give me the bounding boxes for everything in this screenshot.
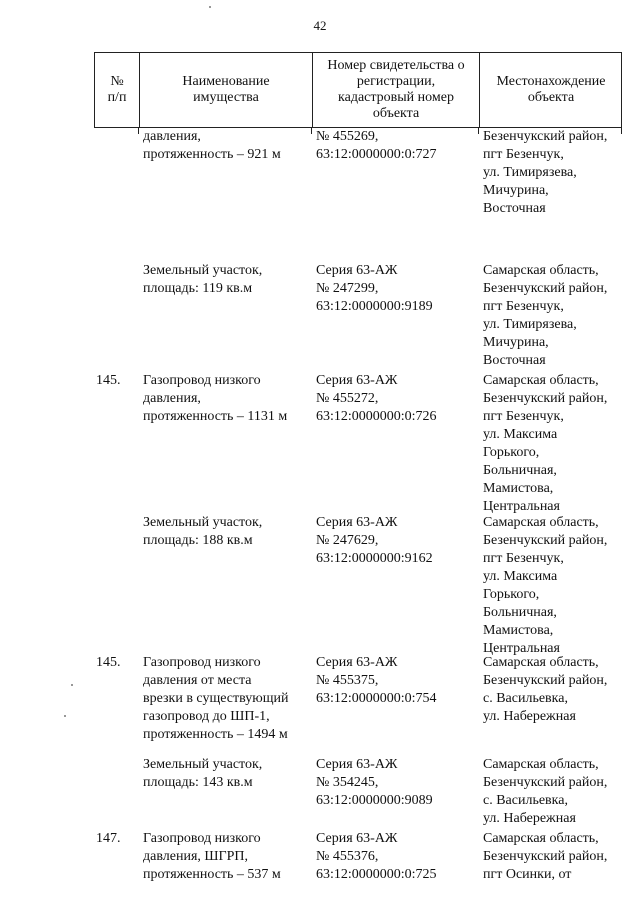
location-line: Мичурина, xyxy=(483,335,549,350)
location-line: Горького, xyxy=(483,445,540,460)
location-line: ул. Максима xyxy=(483,569,558,584)
location-line: Больничная, xyxy=(483,605,557,620)
location-cell xyxy=(483,654,623,726)
location-line: Безенчукский район, xyxy=(483,775,608,790)
header-loc-line: объекта xyxy=(527,90,575,105)
registration-number-line: Серия 63-АЖ xyxy=(316,757,398,772)
property-name-line: площадь: 119 кв.м xyxy=(143,281,253,296)
column-divider xyxy=(311,128,312,134)
location-line: Центральная xyxy=(483,641,560,656)
property-name-line: Земельный участок, xyxy=(143,757,263,772)
property-name-cell xyxy=(143,372,308,426)
location-line: Мамистова, xyxy=(483,623,554,638)
location-line: с. Васильевка, xyxy=(483,793,568,808)
header-reg-line: регистрации, xyxy=(356,74,436,89)
registration-number-line: Серия 63-АЖ xyxy=(316,373,398,388)
header-name-line: Наименование xyxy=(182,74,270,89)
registration-number-cell xyxy=(316,756,476,810)
header-reg-line: Номер свидетельства о xyxy=(327,58,465,73)
location-cell xyxy=(483,830,623,884)
header-reg-line: объекта xyxy=(372,106,420,121)
registration-number-line: 63:12:0000000:0:754 xyxy=(316,691,437,706)
property-name-line: Газопровод низкого xyxy=(143,655,261,670)
property-name-cell xyxy=(143,262,308,298)
registration-number-line: 63:12:0000000:0:727 xyxy=(316,147,437,162)
registration-number-line: № 455272, xyxy=(316,391,379,406)
registration-number-cell xyxy=(316,128,476,164)
registration-number-line: Серия 63-АЖ xyxy=(316,263,398,278)
property-name-line: площадь: 188 кв.м xyxy=(143,533,253,548)
property-name-line: протяженность – 537 м xyxy=(143,867,281,882)
location-line: Самарская область, xyxy=(483,655,599,670)
location-line: Самарская область, xyxy=(483,263,599,278)
property-name-line: давления, xyxy=(143,129,201,144)
location-line: Восточная xyxy=(483,201,546,216)
registration-number-line: Серия 63-АЖ xyxy=(316,515,398,530)
page-number: 42 xyxy=(313,18,327,33)
header-name-line: имущества xyxy=(193,90,259,105)
registration-number-line: Серия 63-АЖ xyxy=(316,655,398,670)
registration-number-cell xyxy=(316,262,476,316)
registration-number-line: 63:12:0000000:9162 xyxy=(316,551,433,566)
row-number: 145. xyxy=(96,655,121,670)
property-name-line: протяженность – 921 м xyxy=(143,147,281,162)
location-line: Мамистова, xyxy=(483,481,554,496)
property-name-line: врезки в существующий xyxy=(143,691,289,706)
location-line: ул. Тимирязева, xyxy=(483,317,577,332)
scan-speck xyxy=(64,715,66,717)
location-line: Самарская область, xyxy=(483,515,599,530)
registration-number-line: Серия 63-АЖ xyxy=(316,831,398,846)
registration-number-line: № 354245, xyxy=(316,775,379,790)
header-loc-line: Местонахождение xyxy=(496,74,606,89)
location-line: пгт Безенчук, xyxy=(483,147,564,162)
location-line: Восточная xyxy=(483,353,546,368)
property-name-line: давления от места xyxy=(143,673,252,688)
property-name-line: Газопровод низкого xyxy=(143,831,261,846)
location-cell xyxy=(483,128,623,218)
property-name-line: протяженность – 1494 м xyxy=(143,727,288,742)
header-loc xyxy=(480,53,622,127)
location-line: пгт Безенчук, xyxy=(483,551,564,566)
registration-number-line: 63:12:0000000:0:726 xyxy=(316,409,437,424)
location-line: пгт Безенчук, xyxy=(483,299,564,314)
location-line: Мичурина, xyxy=(483,183,549,198)
property-name-cell xyxy=(143,830,308,884)
location-line: Безенчукский район, xyxy=(483,849,608,864)
registration-number-line: № 455269, xyxy=(316,129,379,144)
location-line: Безенчукский район, xyxy=(483,391,608,406)
row-number: 145. xyxy=(96,373,121,388)
location-line: ул. Набережная xyxy=(483,811,576,826)
location-line: Самарская область, xyxy=(483,757,599,772)
location-line: Центральная xyxy=(483,499,560,514)
location-cell xyxy=(483,262,623,370)
column-divider xyxy=(138,128,139,134)
header-num-line: № xyxy=(110,74,124,89)
header-num-line: п/п xyxy=(107,90,127,105)
location-cell xyxy=(483,372,623,516)
property-name-line: Земельный участок, xyxy=(143,515,263,530)
registration-number-line: 63:12:0000000:9089 xyxy=(316,793,433,808)
location-line: Самарская область, xyxy=(483,373,599,388)
registration-number-line: № 247629, xyxy=(316,533,379,548)
registration-number-cell xyxy=(316,654,476,708)
column-divider xyxy=(478,128,479,134)
property-name-line: Земельный участок, xyxy=(143,263,263,278)
scan-speck xyxy=(71,684,73,686)
table-header xyxy=(94,52,622,128)
property-name-line: газопровод до ШП-1, xyxy=(143,709,270,724)
header-num xyxy=(95,53,139,127)
registration-number-cell xyxy=(316,514,476,568)
property-name-line: Газопровод низкого xyxy=(143,373,261,388)
header-reg-line: кадастровый номер xyxy=(338,90,454,105)
location-line: ул. Тимирязева, xyxy=(483,165,577,180)
property-name-line: площадь: 143 кв.м xyxy=(143,775,253,790)
location-line: Самарская область, xyxy=(483,831,599,846)
location-line: Безенчукский район, xyxy=(483,533,608,548)
location-cell xyxy=(483,756,623,828)
location-line: с. Васильевка, xyxy=(483,691,568,706)
registration-number-line: № 247299, xyxy=(316,281,379,296)
header-name xyxy=(140,53,312,127)
property-name-cell xyxy=(143,128,308,164)
registration-number-line: 63:12:0000000:9189 xyxy=(316,299,433,314)
registration-number-cell xyxy=(316,372,476,426)
location-line: пгт Осинки, от xyxy=(483,867,572,882)
registration-number-cell xyxy=(316,830,476,884)
property-table xyxy=(94,52,622,882)
property-name-line: давления, ШГРП, xyxy=(143,849,248,864)
location-line: пгт Безенчук, xyxy=(483,409,564,424)
registration-number-line: № 455376, xyxy=(316,849,379,864)
property-name-cell xyxy=(143,654,308,744)
location-cell xyxy=(483,514,623,658)
property-name-cell xyxy=(143,756,308,792)
location-line: Безенчукский район, xyxy=(483,129,608,144)
header-reg xyxy=(313,53,479,127)
location-line: Горького, xyxy=(483,587,540,602)
row-number: 147. xyxy=(96,831,121,846)
scan-speck xyxy=(209,6,211,8)
location-line: Больничная, xyxy=(483,463,557,478)
property-name-line: протяженность – 1131 м xyxy=(143,409,288,424)
location-line: ул. Максима xyxy=(483,427,558,442)
registration-number-line: № 455375, xyxy=(316,673,379,688)
property-name-line: давления, xyxy=(143,391,201,406)
registration-number-line: 63:12:0000000:0:725 xyxy=(316,867,437,882)
location-line: ул. Набережная xyxy=(483,709,576,724)
location-line: Безенчукский район, xyxy=(483,281,608,296)
location-line: Безенчукский район, xyxy=(483,673,608,688)
property-name-cell xyxy=(143,514,308,550)
